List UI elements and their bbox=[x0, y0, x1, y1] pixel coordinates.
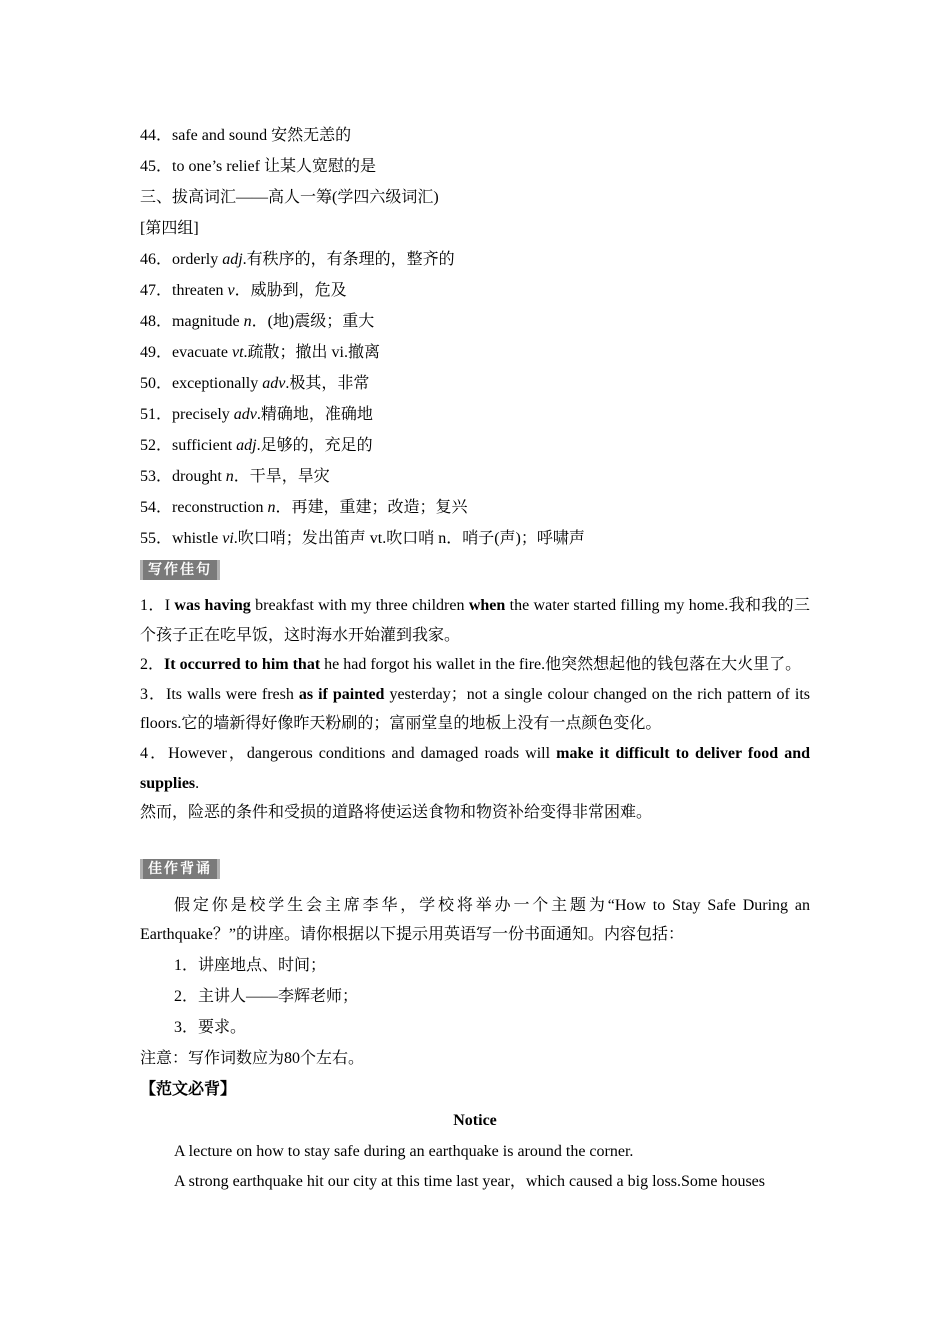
model-title: Notice bbox=[453, 1111, 497, 1129]
model-paragraph-2: A strong earthquake hit our city at this time last year，which caused a big loss.Some houses bbox=[174, 1172, 765, 1190]
group-label: [第四组] bbox=[140, 220, 199, 237]
item-number: 47． bbox=[140, 282, 173, 299]
section-badge-writing: 写作佳句 bbox=[140, 560, 220, 580]
item-number: 50． bbox=[140, 375, 173, 392]
vocab-word: to one’s relief bbox=[172, 158, 260, 175]
vocab-meaning: .极其，非常 bbox=[285, 375, 370, 392]
vocab-meaning: .有秩序的，有条理的，整齐的 bbox=[242, 251, 455, 268]
model-paragraph-1: A lecture on how to stay safe during an earthquake is around the corner. bbox=[174, 1142, 634, 1160]
part-of-speech: adv bbox=[233, 406, 257, 423]
task-point: 2．主讲人——李辉老师； bbox=[174, 987, 359, 1005]
sentence-4-translation: 然而，险恶的条件和受损的道路将使运送食物和物资补给变得非常困难。 bbox=[140, 804, 653, 822]
vocab-meaning: ．(地)震级；重大 bbox=[251, 313, 375, 330]
item-number: 46． bbox=[140, 251, 173, 268]
vocab-item bbox=[140, 275, 810, 306]
part-of-speech: vi bbox=[222, 530, 234, 547]
vocab-item bbox=[140, 306, 810, 337]
vocab-meaning: .足够的，充足的 bbox=[256, 437, 373, 454]
item-number: 55． bbox=[140, 530, 173, 547]
part-of-speech: n bbox=[267, 499, 276, 516]
vocab-word: threaten bbox=[172, 282, 228, 299]
task-intro: 假定你是校学生会主席李华，学校将举办一个主题为“How to Stay Safe During an Earthquake？”的讲座。请你根据以下提示用英语写一份书面通知。内容包括： bbox=[140, 896, 810, 944]
part-of-speech: adj bbox=[236, 437, 257, 454]
vocab-item bbox=[140, 523, 810, 554]
badge-row-writing bbox=[140, 554, 810, 585]
vocab-meaning: .吹口哨；发出笛声 vt.吹口哨 n．哨子(声)；呼啸声 bbox=[233, 530, 585, 547]
item-number: 44． bbox=[140, 127, 173, 144]
item-number: 45． bbox=[140, 158, 173, 175]
item-number: 51． bbox=[140, 406, 173, 423]
sentence-3: 3．Its walls were fresh as if painted yesterday；not a single colour changed on the rich pattern of its floors.它的墙新得好像昨天粉刷的；富丽堂皇的地板上没有一点颜色变化。 bbox=[140, 685, 811, 733]
task-point: 1．讲座地点、时间； bbox=[174, 956, 327, 974]
part-of-speech: adj bbox=[222, 251, 243, 268]
document-page bbox=[140, 120, 810, 1197]
vocab-word: drought bbox=[172, 468, 226, 485]
vocab-item bbox=[140, 337, 810, 368]
vocab-meaning: .精确地，准确地 bbox=[256, 406, 373, 423]
item-number: 52． bbox=[140, 437, 173, 454]
vocab-word: reconstruction bbox=[172, 499, 268, 516]
item-number: 54． bbox=[140, 499, 173, 516]
task-point: 3．要求。 bbox=[174, 1018, 247, 1036]
vocab-word: safe and sound bbox=[172, 127, 268, 144]
vocab-word: evacuate bbox=[172, 344, 232, 361]
vocab-item bbox=[140, 120, 810, 151]
vocab-meaning: 让某人宽慰的是 bbox=[259, 158, 376, 175]
item-number: 49． bbox=[140, 344, 173, 361]
sentence-4: 4．However，dangerous conditions and damaged roads will make it difficult to deliver food and supplies. bbox=[140, 744, 810, 792]
vocab-meaning: ．干旱，旱灾 bbox=[233, 468, 330, 485]
part-of-speech: n bbox=[225, 468, 234, 485]
vocab-item bbox=[140, 368, 810, 399]
vocab-word: whistle bbox=[172, 530, 223, 547]
vocab-list bbox=[140, 244, 810, 554]
vocab-word: magnitude bbox=[172, 313, 244, 330]
section-badge-recite: 佳作背诵 bbox=[140, 859, 220, 879]
vocab-item bbox=[140, 461, 810, 492]
vocab-word: exceptionally bbox=[172, 375, 263, 392]
task-note: 注意：写作词数应为80个左右。 bbox=[140, 1049, 365, 1067]
vocab-word: sufficient bbox=[172, 437, 237, 454]
vocab-item bbox=[140, 244, 810, 275]
part-of-speech: vt bbox=[231, 344, 244, 361]
model-label: 【范文必背】 bbox=[140, 1080, 237, 1098]
vocab-word: precisely bbox=[172, 406, 234, 423]
item-number: 48． bbox=[140, 313, 173, 330]
vocab-meaning: .疏散；撤出 vi.撤离 bbox=[243, 344, 380, 361]
badge-row-recite bbox=[140, 854, 810, 885]
sentence-1: 1．I was having breakfast with my three children when the water started filling my home.我和我的三个孩子正在吃早饭，这时海水开始灌到我家。 bbox=[140, 597, 811, 644]
vocab-item bbox=[140, 492, 810, 523]
vocab-item bbox=[140, 430, 810, 461]
part-of-speech: adv bbox=[262, 375, 286, 392]
vocab-item bbox=[140, 399, 810, 430]
section-title: 三、拔高词汇——高人一筹(学四六级词汇) bbox=[140, 189, 439, 206]
vocab-meaning: ．威胁到，危及 bbox=[234, 282, 347, 299]
vocab-meaning: 安然无恙的 bbox=[267, 127, 352, 144]
vocab-item bbox=[140, 151, 810, 182]
part-of-speech: v bbox=[227, 282, 235, 299]
part-of-speech: n bbox=[243, 313, 252, 330]
sentence-2: 2．It occurred to him that he had forgot his wallet in the fire.他突然想起他的钱包落在大火里了。 bbox=[140, 656, 802, 674]
vocab-meaning: ．再建，重建；改造；复兴 bbox=[275, 499, 468, 516]
item-number: 53． bbox=[140, 468, 173, 485]
vocab-word: orderly bbox=[172, 251, 223, 268]
